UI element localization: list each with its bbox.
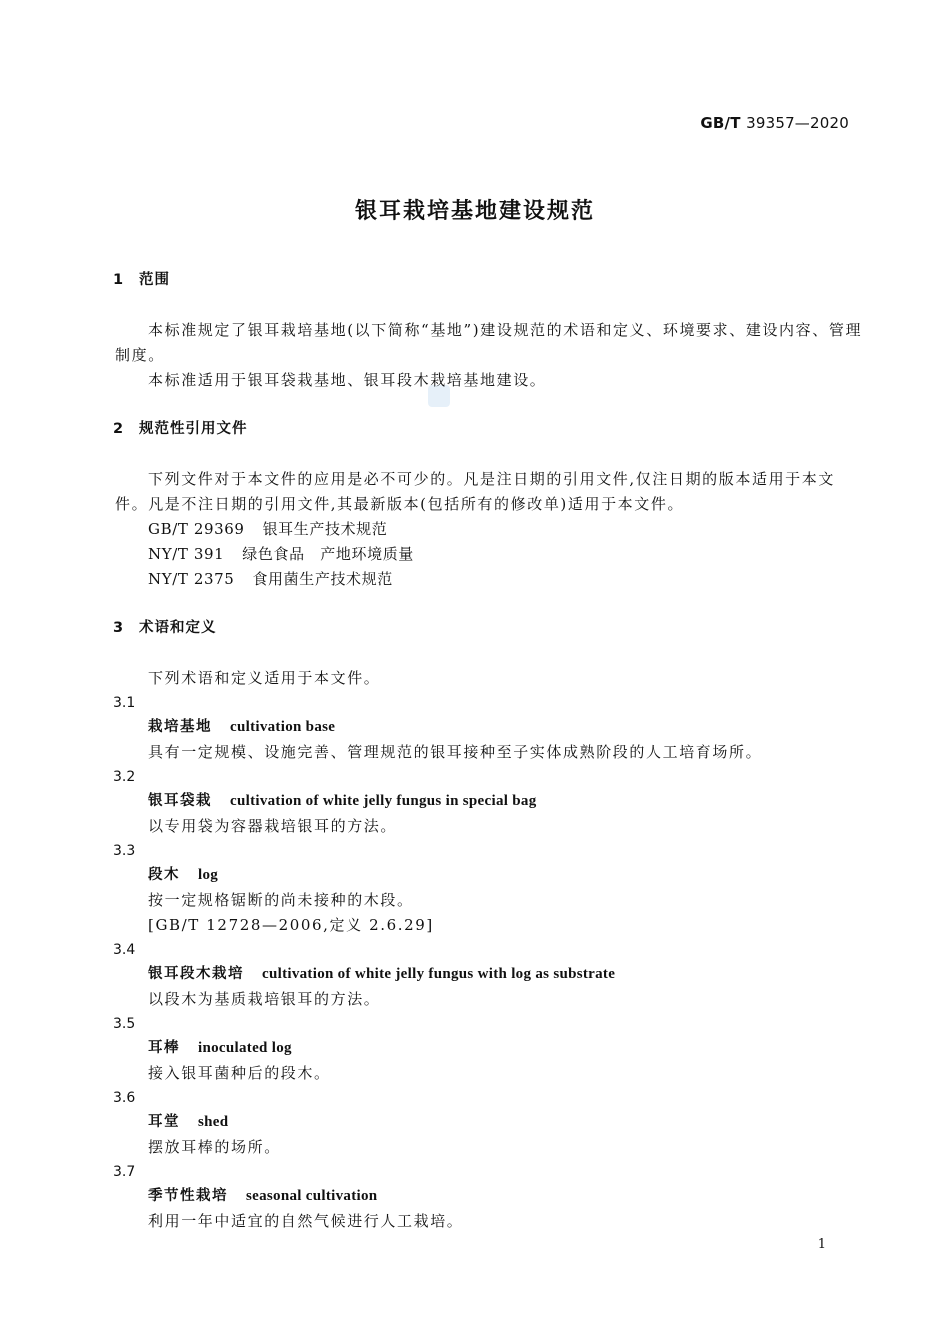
reference-code: NY/T 391: [148, 545, 225, 563]
section-title: 规范性引用文件: [139, 421, 248, 437]
term-zh: 耳棒: [148, 1040, 180, 1056]
reference-code: NY/T 2375: [148, 570, 235, 588]
paragraph-line: 下列文件对于本文件的应用是必不可少的。凡是注日期的引用文件,仅注日期的版本适用于本文: [148, 470, 835, 488]
paragraph-line: 件。凡是不注日期的引用文件,其最新版本(包括所有的修改单)适用于本文件。: [115, 495, 685, 513]
term-en: shed: [198, 1114, 229, 1130]
paragraph-line: 本标准适用于银耳袋栽基地、银耳段木栽培基地建设。: [148, 371, 547, 389]
term-heading: [148, 963, 950, 985]
term-en: inoculated log: [198, 1040, 292, 1056]
term-definition: 以段木为基质栽培银耳的方法。: [148, 990, 381, 1008]
section-title: 术语和定义: [139, 620, 217, 636]
document-title: 银耳栽培基地建设规范: [354, 199, 595, 224]
reference-item: [148, 518, 950, 540]
term-definition: 接入银耳菌种后的段木。: [148, 1064, 331, 1082]
term-source: [GB/T 12728—2006,定义 2.6.29]: [148, 916, 434, 934]
term-definition: 以专用袋为容器栽培银耳的方法。: [148, 817, 398, 835]
term-number: 3.4: [113, 942, 136, 958]
term-zh: 栽培基地: [148, 719, 212, 735]
term-zh: 季节性栽培: [148, 1188, 228, 1204]
term-number: 3.7: [113, 1164, 136, 1180]
reference-item: [148, 543, 950, 565]
term-number: 3.6: [113, 1090, 136, 1106]
reference-code: GB/T 29369: [148, 520, 245, 538]
reference-name: 银耳生产技术规范: [262, 520, 388, 538]
term-zh: 段木: [148, 867, 180, 883]
page-number: 1: [817, 1237, 826, 1252]
term-number: 3.2: [113, 769, 136, 785]
term-en: cultivation base: [230, 719, 336, 735]
term-definition: 摆放耳棒的场所。: [148, 1138, 281, 1156]
section-number: 2: [113, 421, 124, 437]
term-zh: 银耳段木栽培: [148, 966, 244, 982]
term-en: cultivation of white jelly fungus with log as substrate: [262, 966, 616, 982]
section-number: 1: [113, 272, 124, 288]
paragraph-line: 下列术语和定义适用于本文件。: [148, 669, 381, 687]
standard-prefix: GB/T: [700, 114, 741, 132]
reference-item: [148, 568, 950, 590]
term-zh: 银耳袋栽: [148, 793, 212, 809]
term-heading: [148, 1111, 950, 1133]
term-definition: 利用一年中适宜的自然气候进行人工栽培。: [148, 1212, 464, 1230]
paragraph-line: 制度。: [115, 346, 165, 364]
term-number: 3.1: [113, 695, 136, 711]
term-heading: [148, 1185, 950, 1207]
paragraph-line: 本标准规定了银耳栽培基地(以下简称“基地”)建设规范的术语和定义、环境要求、建设内容、管理: [148, 321, 863, 339]
standard-number: [700, 114, 849, 132]
term-heading: [148, 1037, 950, 1059]
term-number: 3.5: [113, 1016, 136, 1032]
reference-name: 食用菌生产技术规范: [252, 570, 393, 588]
reference-name: 绿色食品 产地环境质量: [242, 545, 414, 563]
section-title: 范围: [139, 272, 170, 288]
term-en: seasonal cultivation: [246, 1188, 378, 1204]
term-en: cultivation of white jelly fungus in special bag: [230, 793, 537, 809]
term-definition: 具有一定规模、设施完善、管理规范的银耳接种至子实体成熟阶段的人工培育场所。: [148, 743, 763, 761]
term-number: 3.3: [113, 843, 136, 859]
term-heading: [148, 716, 950, 738]
term-en: log: [198, 867, 219, 883]
term-heading: [148, 790, 950, 812]
term-zh: 耳堂: [148, 1114, 180, 1130]
standard-code: 39357—2020: [746, 114, 849, 132]
term-heading: [148, 864, 950, 886]
section-number: 3: [113, 620, 124, 636]
term-definition: 按一定规格锯断的尚未接种的木段。: [148, 891, 414, 909]
